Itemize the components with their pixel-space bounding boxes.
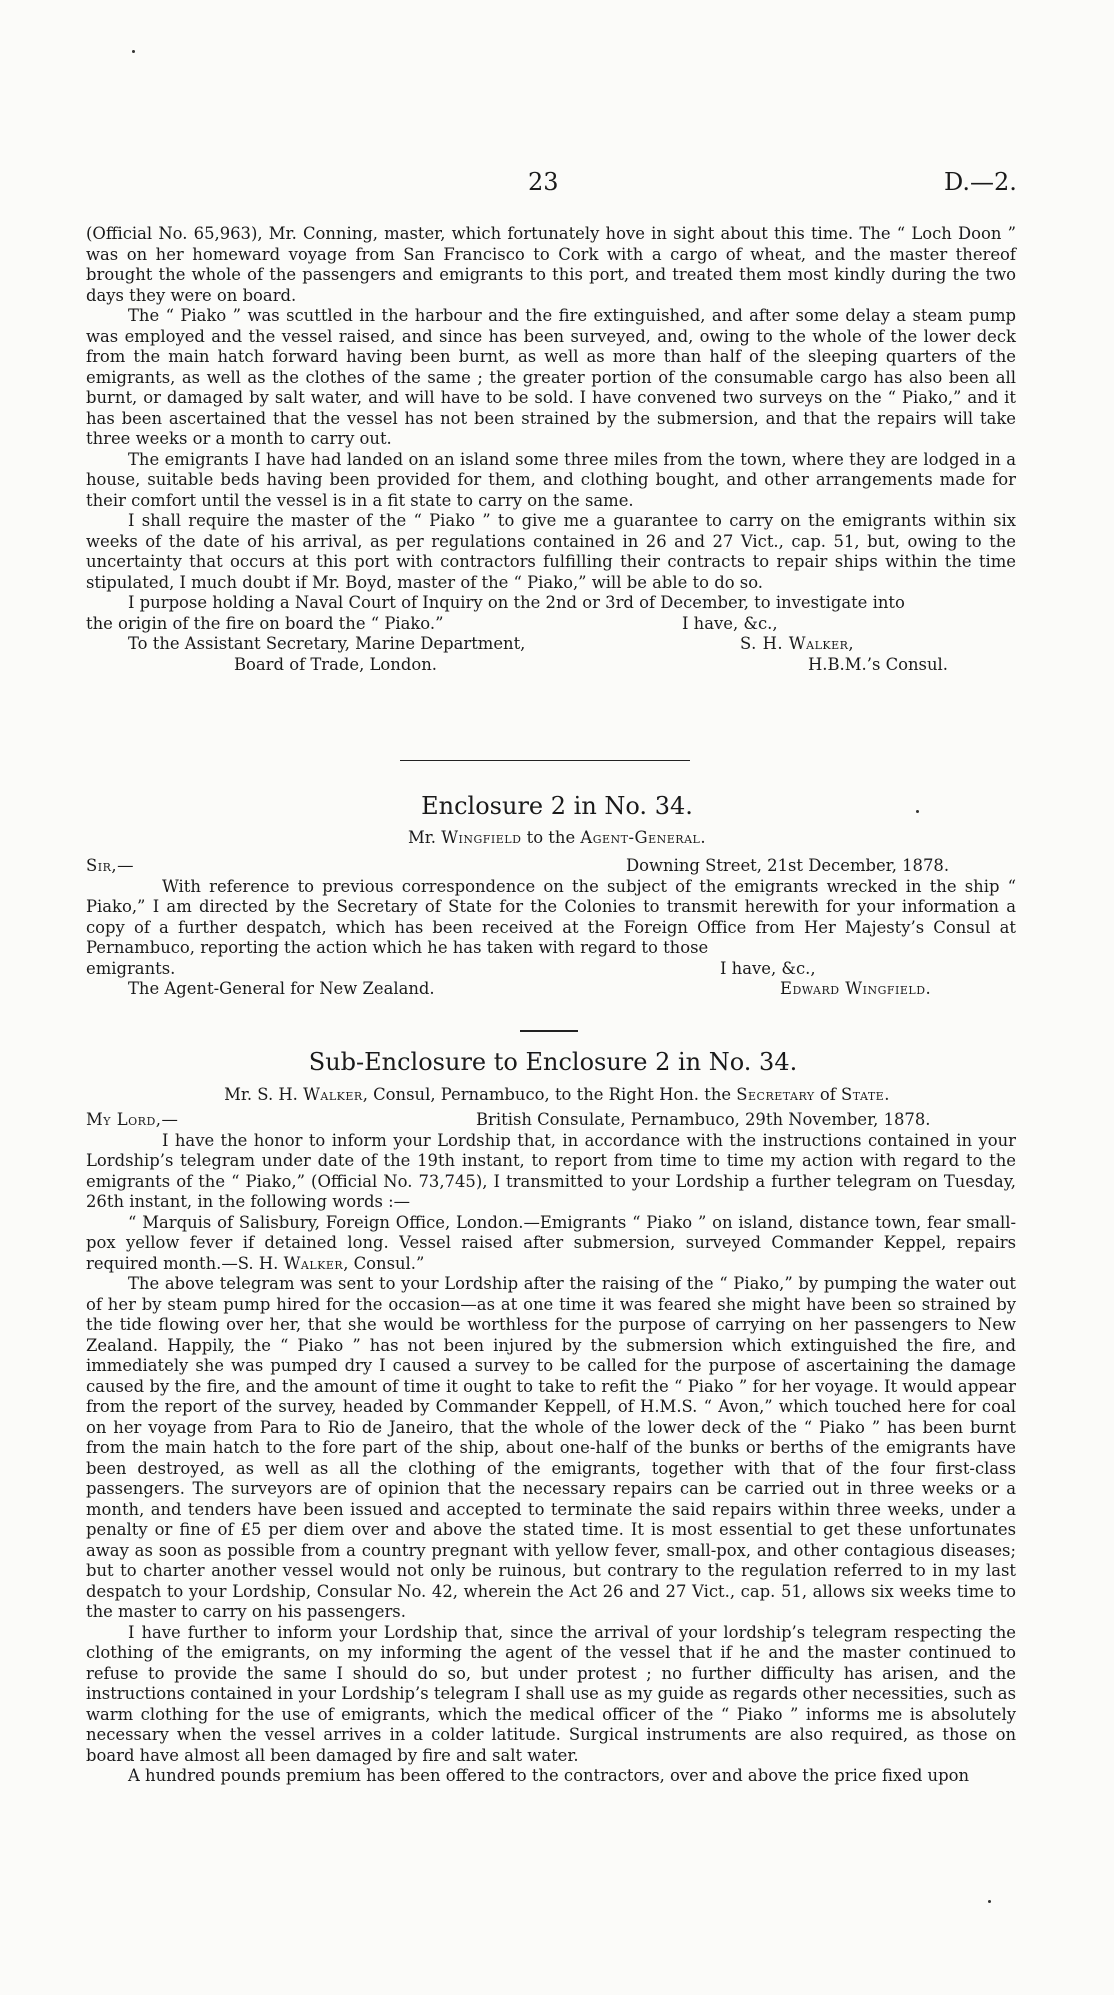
paragraph: With reference to previous correspondence on the subject of the emigrants wrecked in the ship “ Piako,” I am directed by the Secretary of State for the Colonies to transmit herewith for your information a copy of a further despatch, which has been received at the Foreign Office from Her Majesty’s Consul at Pernambuco, reporting the action which he has taken with regard to those: [86, 876, 1016, 957]
addressee-line: To the Assistant Secretary, Marine Department,: [128, 634, 526, 653]
speck-mark: [132, 50, 135, 53]
paragraph: I purpose holding a Naval Court of Inquiry on the 2nd or 3rd of December, to investigate into: [128, 593, 905, 612]
signature: S. H. Walker,: [740, 634, 855, 653]
paragraph: The above telegram was sent to your Lordship after the raising of the “ Piako,” by pumping the water out of her by steam pump hired for the occasion—as at one time it was feared she might have been so strained by the tide flowing over her, that she would be worthless for the purpose of carrying on her passengers to New Zealand. Happily, the “ Piako ” has not been injured by the submersion which extinguished the fire, and immediately she was pumped dry I caused a survey to be called for the purpose of ascertaining the damage caused by the fire, and the amount of time it ought to take to refit the “ Piako ” for her voyage. It would appear from the report of the survey, headed by Commander Keppell, of H.M.S. “ Avon,” which touched here for coal on her voyage from Para to Rio de Janeiro, that the whole of the lower deck of the “ Piako ” has been burnt from the main hatch to the fore part of the ship, about one-half of the bunks or berths of the emigrants have been destroyed, as well as all the clothing of the emigrants, together with that of the four first-class passengers. The surveyors are of opinion that the necessary repairs can be carried out in three weeks or a month, and tenders have been issued and accepted to terminate the said repairs within three weeks, under a penalty or fine of £5 per diem over and above the stated time. It is most essential to get these unfortunates away as soon as possible from a country pregnant with yellow fever, small-pox, and other contagious diseases; but to charter another vessel would not only be ruinous, but contrary to the regulation referred to in my last despatch to your Lordship, Consular No. 42, wherein the Act 26 and 27 Vict., cap. 51, allows six weeks time to the master to carry on his passengers.: [86, 1274, 1016, 1621]
section-divider: [400, 760, 690, 761]
closing-phrase: I have, &c.,: [720, 958, 816, 978]
signature: Edward Wingfield.: [780, 979, 932, 998]
addressee-line: Board of Trade, London.: [234, 654, 437, 674]
page-header: [0, 168, 1114, 202]
sub-enclosure-letter: [86, 1110, 1016, 1787]
addressee-line: The Agent-General for New Zealand.: [128, 979, 435, 998]
paragraph: The emigrants I have had landed on an island some three miles from the town, where they are lodged in a house, suitable beds having been provided for them, and clothing bought, and other arrangements made for their comfort until the vessel is in a fit state to carry on the same.: [86, 449, 1016, 510]
consul-letter-continuation: [86, 224, 1016, 675]
enclosure-subheading: Mr. Wingfield to the Agent-General.: [407, 828, 707, 847]
salutation: Sir,—: [86, 856, 134, 875]
short-divider: [520, 1030, 578, 1032]
sub-enclosure-heading: Sub-Enclosure to Enclosure 2 in No. 34.: [308, 1048, 798, 1076]
speck-mark: [988, 1900, 991, 1903]
enclosure-heading: Enclosure 2 in No. 34.: [421, 792, 693, 820]
telegram-quote: “ Marquis of Salisbury, Foreign Office, London.—Emigrants “ Piako ” on island, distance town, fear small-pox yellow fever if detained long. Vessel raised after submersion, surveyed Commander Keppel, repairs required month.—S. H. Walker, Consul.”: [86, 1212, 1016, 1273]
place-date: British Consulate, Pernambuco, 29th November, 1878.: [476, 1110, 931, 1129]
title-row: [86, 655, 1016, 676]
sub-enclosure-subheading: Mr. S. H. Walker, Consul, Pernambuco, to the Right Hon. the Secretary of State.: [224, 1085, 890, 1104]
salutation-row: [86, 856, 1016, 877]
paragraph-last-line: the origin of the fire on board the “ Piako.”: [86, 613, 444, 633]
closing-phrase: I have, &c.,: [682, 613, 778, 633]
closing-row: [86, 614, 1016, 635]
paragraph: (Official No. 65,963), Mr. Conning, master, which fortunately hove in sight about this time. The “ Loch Doon ” was on her homeward voyage from San Francisco to Cork with a cargo of wheat, and the master thereof brought the whole of the passengers and emigrants to this port, and treated them most kindly during the two days they were on board.: [86, 224, 1016, 305]
paragraph: The “ Piako ” was scuttled in the harbour and the fire extinguished, and after some delay a steam pump was employed and the vessel raised, and since has been surveyed, and, owing to the whole of the lower deck from the main hatch forward having been burnt, as well as more than half of the sleeping quarters of the emigrants, as well as the clothes of the same ; the greater portion of the consumable cargo has also been all burnt, or damaged by salt water, and will have to be sold. I have convened two surveys on the “ Piako,” and it has been ascertained that the vessel has not been strained by the submersion, and that the repairs will take three weeks or a month to carry out.: [86, 306, 1016, 448]
place-date: Downing Street, 21st December, 1878.: [626, 856, 950, 875]
paragraph: A hundred pounds premium has been offered to the contractors, over and above the price fixed upon: [128, 1766, 969, 1785]
page-number: 23: [528, 168, 559, 196]
document-reference: D.—2.: [944, 168, 1017, 196]
paragraph: I shall require the master of the “ Piako ” to give me a guarantee to carry on the emigrants within six weeks of the date of his arrival, as per regulations contained in 26 and 27 Vict., cap. 51, but, owing to the uncertainty that occurs at this port with contractors fulfilling their contracts to repair ships within the time stipulated, I much doubt if Mr. Boyd, master of the “ Piako,” will be able to do so.: [86, 511, 1016, 592]
closing-row: [86, 959, 1016, 980]
enclosure-letter: [86, 856, 1016, 1000]
paragraph: I have further to inform your Lordship that, since the arrival of your lordship’s telegram respecting the clothing of the emigrants, on my informing the agent of the vessel that if he and the master continued to refuse to provide the same I should do so, but under protest ; no further difficulty has arisen, and the instructions contained in your Lordship’s telegram I shall use as my guide as regards other necessities, such as warm clothing for the use of emigrants, which the medical officer of the “ Piako ” informs me is absolutely necessary when the vessel arrives in a colder latitude. Surgical instruments are also required, as those on board have almost all been damaged by fire and salt water.: [86, 1622, 1016, 1765]
signatory-title: H.B.M.’s Consul.: [808, 654, 948, 674]
salutation: My Lord,—: [86, 1110, 179, 1129]
paragraph-last-line: emigrants.: [86, 958, 176, 978]
salutation-row: [86, 1110, 1016, 1131]
paragraph: I have the honor to inform your Lordship that, in accordance with the instructions contained in your Lordship’s telegram under date of the 19th instant, to report from time to time my action with regard to the emigrants of the “ Piako,” (Official No. 73,745), I transmitted to your Lordship a further telegram on Tuesday, 26th instant, in the following words :—: [86, 1130, 1016, 1211]
signature-row: [86, 979, 1016, 1000]
signature-row: [86, 634, 1016, 655]
